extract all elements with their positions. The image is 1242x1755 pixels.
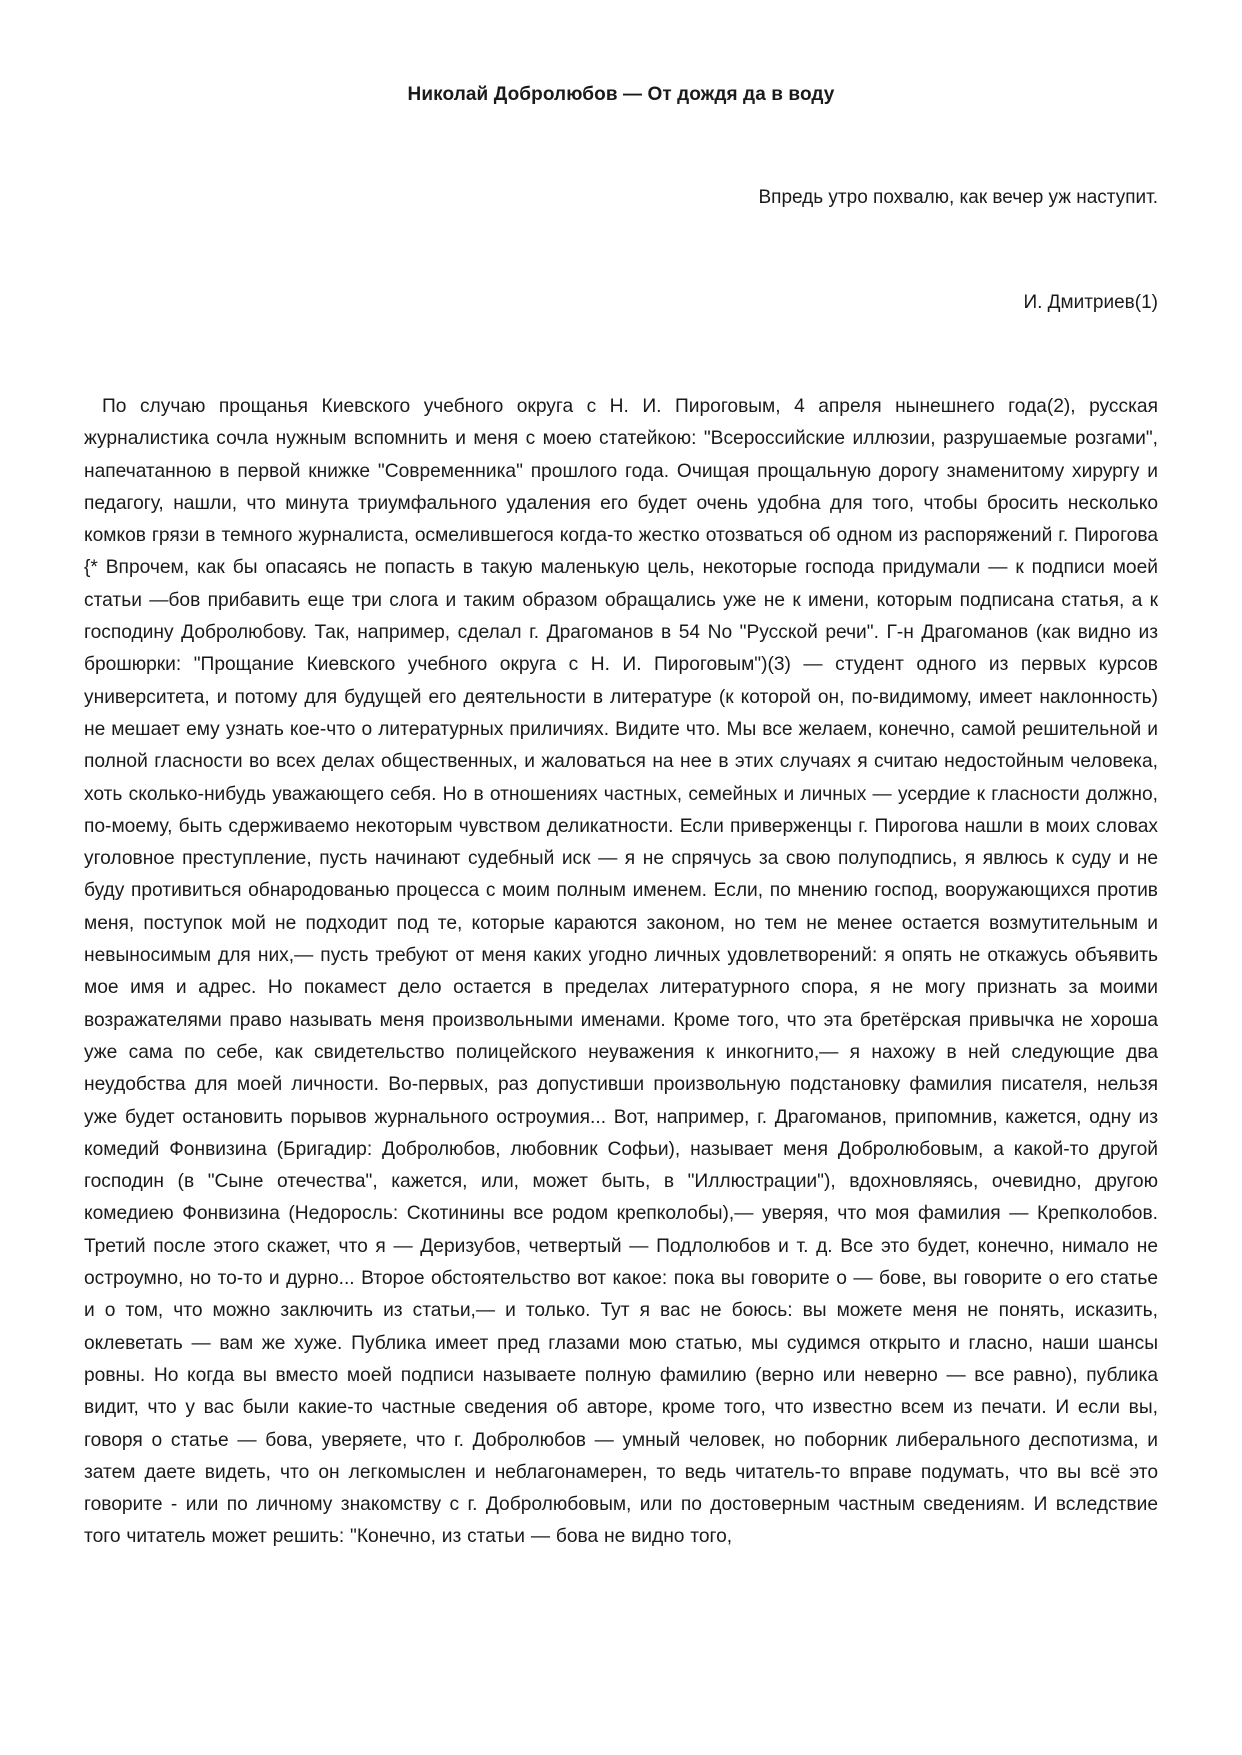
epigraph-author: И. Дмитриев(1): [1023, 292, 1158, 313]
body-paragraph: По случаю прощанья Киевского учебного округа с Н. И. Пироговым, 4 апреля нынешнего года(2), русская журналистика сочла нужным вспомнить и меня с моею статейкою: "Всероссийские иллюзии, разрушаемые розгами", напечатанною в первой книжке "Современника" прошлого года. Очищая прощальную дорогу знаменитому хирургу и педагогу, нашли, что минута триумфального удаления его будет очень удобна для того, чтобы бросить несколько комков грязи в темного журналиста, осмелившегося когда-то жестко отозваться об одном из распоряжений г. Пирогова {* Впрочем, как бы опасаясь не попасть в такую маленькую цель, некоторые господа придумали — к подписи моей статьи —бов прибавить еще три слога и таким образом обращались уже не к имени, которым подписана статья, а к господину Добролюбову. Так, например, сделал г. Драгоманов в 54 No "Русской речи". Г-н Драгоманов (как видно из брошюрки: "Прощание Киевского учебного округа с Н. И. Пироговым")(3) — студент одного из первых курсов университета, и потому для будущей его деятельности в литературе (к которой он, по-видимому, имеет наклонность) не мешает ему узнать кое-что о литературных приличиях. Видите что. Мы все желаем, конечно, самой решительной и полной гласности во всех делах общественных, и жаловаться на нее в этих случаях я считаю недостойным человека, хоть сколько-нибудь уважающего себя. Но в отношениях частных, семейных и личных — усердие к гласности должно, по-моему, быть сдерживаемо некоторым чувством деликатности. Если приверженцы г. Пирогова нашли в моих словах уголовное преступление, пусть начинают судебный иск — я не спрячусь за свою полуподпись, я явлюсь к суду и не буду противиться обнародованью процесса с моим полным именем. Если, по мнению господ, вооружающихся против меня, поступок мой не подходит под те, которые караются законом, но тем не менее остается возмутительным и невыносимым для них,— пусть требуют от меня каких угодно личных удовлетворений: я опять не откажусь объявить мое имя и адрес. Но покамест дело остается в пределах литературного спора, я не могу признать за моими возражателями право называть меня произвольными именами. Кроме того, что эта бретёрская привычка не хороша уже сама по себе, как свидетельство полицейского неуважения к инкогнито,— я нахожу в ней следующие два неудобства для моей личности. Во-первых, раз допустивши произвольную подстановку фамилия писателя, нельзя уже будет остановить порывов журнального остроумия... Вот, например, г. Драгоманов, припомнив, кажется, одну из комедий Фонвизина (Бригадир: Добролюбов, любовник Софьи), называет меня Добролюбовым, а какой-то другой господин (в "Сыне отечества", кажется, или, может быть, в "Иллюстрации"), вдохновляясь, очевидно, другою комедиею Фонвизина (Недоросль: Скотинины все родом крепколобы),— уверяя, что моя фамилия — Крепколобов. Третий после этого скажет, что я — Деризубов, четвертый — Подлолюбов и т. д. Все это будет, конечно, нимало не остроумно, но то-то и дурно... Второе обстоятельство вот какое: пока вы говорите о — бове, вы говорите о его статье и о том, что можно заключить из статьи,— и только. Тут я вас не боюсь: вы можете меня не понять, исказить, оклеветать — вам же хуже. Публика имеет пред глазами мою статью, мы судимся открыто и гласно, наши шансы ровны. Но когда вы вместо моей подписи называете полную фамилию (верно или неверно — все равно), публика видит, что у вас были какие-то частные сведения об авторе, кроме того, что известно всем из печати. И если вы, говоря о статье — бова, уверяете, что г. Добролюбов — умный человек, но поборник либерального деспотизма, и затем даете видеть, что он легкомыслен и неблагонамерен, то ведь читатель-то вправе подумать, что вы всё это говорите - или по личному знакомству с г. Добролюбовым, или по достоверным частным сведениям. И вследствие того читатель может решить: "Конечно, из статьи — бова не видно того,: [84, 396, 1158, 1548]
epigraph: Впредь утро похвалю, как вечер уж наступит.: [758, 187, 1158, 208]
document-title: Николай Добролюбов — От дождя да в воду: [407, 84, 835, 105]
